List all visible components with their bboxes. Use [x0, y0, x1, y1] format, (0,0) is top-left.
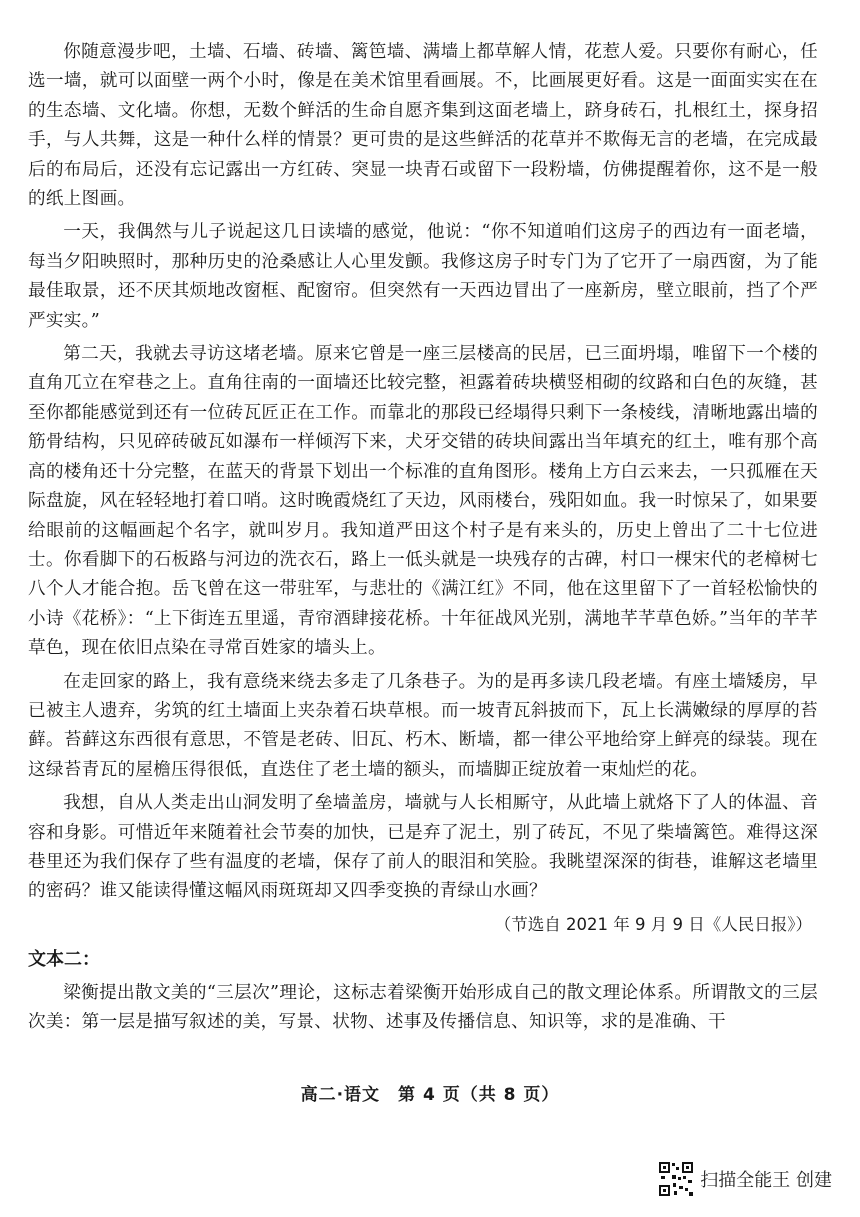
- paragraph-1: 你随意漫步吧，土墙、石墙、砖墙、篱笆墙、满墙上都草解人情，花惹人爱。只要你有耐心，任选一墙，就可以面壁一两个小时，像是在美术馆里看画展。不，比画展更好看。这是一面面实实在在的生态墙、文化墙。你想，无数个鲜活的生命自愿齐集到这面老墙上，跻身砖石，扎根红土，探身招手，与人共舞，这是一种什么样的情景？更可贵的是这些鲜活的花草并不欺侮无言的老墙，在完成最后的布局后，还没有忘记露出一方红砖、突显一块青石或留下一段粉墙，仿佛提醒着你，这不是一般的纸上图画。: [28, 42, 818, 210]
- scanner-watermark-text: 扫描全能王 创建: [700, 1170, 832, 1191]
- paragraph-4: 在走回家的路上，我有意绕来绕去多走了几条巷子。为的是再多读几段老墙。有座土墙矮房，早已被主人遗弃，劣筑的红土墙面上夹杂着石块草根。而一坡青瓦斜披而下，瓦上长满嫩绿的厚厚的苔藓。苔藓这东西很有意思，不管是老砖、旧瓦、朽木、断墙，都一律公平地给穿上鲜亮的绿装。现在这绿苔青瓦的屋檐压得很低，直迭住了老土墙的额头，而墙脚正绽放着一束灿烂的花。: [28, 671, 818, 780]
- page-footer: 高二·语文 第 4 页（共 8 页）: [300, 1085, 560, 1105]
- scanner-watermark: [658, 1161, 832, 1197]
- paragraph-5: 我想，自从人类走出山洞发明了垒墙盖房，墙就与人长相厮守，从此墙上就烙下了人的体温、音容和身影。可惜近年来随着社会节奏的加快，已是弃了泥土，别了砖瓦，不见了柴墙篱笆。难得这深巷里还为我们保存了些有温度的老墙，保存了前人的眼泪和笑脸。我眺望深深的街巷，谁解这老墙里的密码？谁又能读得懂这幅风雨斑斑却又四季变换的青绿山水画？: [28, 793, 818, 902]
- document-page: [28, 38, 818, 1042]
- qr-code-icon: [658, 1161, 694, 1197]
- section-two-paragraph: 梁衡提出散文美的“三层次”理论，这标志着梁衡开始形成自己的散文理论体系。所谓散文的三层次美：第一层是描写叙述的美，写景、状物、述事及传播信息、知识等，求的是准确、干: [28, 982, 818, 1033]
- source-citation: （节选自 2021 年 9 月 9 日《人民日报》）: [494, 914, 812, 934]
- paragraph-2: 一天，我偶然与儿子说起这几日读墙的感觉，他说：“你不知道咱们这房子的西边有一面老墙，每当夕阳映照时，那种历史的沧桑感让人心里发颤。我修这房子时专门为了它开了一扇西窗，为了能最佳取景，还不厌其烦地改窗框、配窗帘。但突然有一天西边冒出了一座新房，壁立眼前，挡了个严严实实。”: [28, 222, 818, 331]
- section-two-title: 文本二：: [28, 948, 100, 970]
- paragraph-3: 第二天，我就去寻访这堵老墙。原来它曾是一座三层楼高的民居，已三面坍塌，唯留下一个楼的直角兀立在窄巷之上。直角往南的一面墙还比较完整，袒露着砖块横竖相砌的纹路和白色的灰缝，甚至你都能感觉到还有一位砖瓦匠正在工作。而靠北的那段已经塌得只剩下一条棱线，清晰地露出墙的筋骨结构，只见碎砖破瓦如瀑布一样倾泻下来，犬牙交错的砖块间露出当年填充的红土，唯有那个高高的楼角还十分完整，在蓝天的背景下划出一个标准的直角图形。楼角上方白云来去，一只孤雁在天际盘旋，风在轻轻地打着口哨。这时晚霞烧红了天边，风雨楼台，残阳如血。我一时惊呆了，如果要给眼前的这幅画起个名字，就叫岁月。我知道严田这个村子是有来头的，历史上曾出了二十七位进士。你看脚下的石板路与河边的洗衣石，路上一低头就是一块残存的古碑，村口一棵宋代的老樟树七八个人才能合抱。岳飞曾在这一带驻军，与悲壮的《满江红》不同，他在这里留下了一首轻松愉快的小诗《花桥》：“上下街连五里遥，青帘酒肆接花桥。十年征战风光别，满地芊芊草色娇。”当年的芊芊草色，现在依旧点染在寻常百姓家的墙头上。: [28, 344, 818, 659]
